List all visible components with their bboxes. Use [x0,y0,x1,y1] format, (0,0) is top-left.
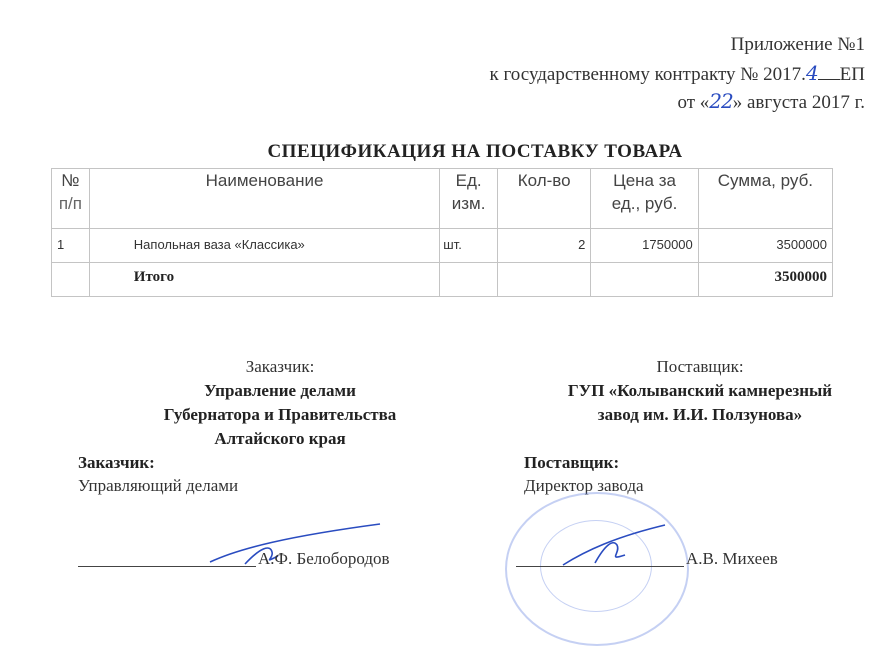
header-price: Цена за ед., руб. [591,169,698,229]
row-sum: 3500000 [698,229,832,263]
row-number: 1 [52,229,90,263]
supplier-position: Директор завода [524,476,644,495]
document-title: СПЕЦИФИКАЦИЯ НА ПОСТАВКУ ТОВАРА [267,141,683,162]
row-name: Напольная ваза «Классика» [89,229,439,263]
contract-date [677,88,865,116]
header-name: Наименование [89,169,439,229]
supplier-org-line1: ГУП «Колыванский камнерезный [567,381,833,400]
header-sum: Сумма, руб. [698,169,832,229]
customer-heading: Заказчик: [245,357,315,376]
row-quantity: 2 [497,229,590,263]
supplier-org-line2: завод им. И.И. Ползунова» [597,405,803,424]
supplier-signatory-name: А.В. Михеев [686,549,778,568]
customer-signatory-name: А.Ф. Белобородов [258,549,390,568]
specification-table [51,168,833,297]
contract-suffix: ЕП [839,64,865,85]
header-unit: Ед. изм. [440,169,498,229]
contract-prefix: к государственному контракту № 2017. [489,64,806,85]
customer-role-label: Заказчик: [78,453,155,472]
table-row [52,229,833,263]
customer-org-line3: Алтайского края [214,429,346,448]
contract-reference [489,60,865,88]
total-label: Итого [89,263,439,297]
date-prefix: от « [677,92,710,113]
supplier-heading: Поставщик: [656,357,744,376]
customer-org-line2: Губернатора и Правительства [163,405,397,424]
customer-org-line1: Управление делами [204,381,356,400]
appendix-label: Приложение №1 [730,34,865,55]
header-quantity: Кол-во [497,169,590,229]
supplier-role-label: Поставщик: [524,453,620,472]
supplier-signature [555,515,675,571]
row-price: 1750000 [591,229,698,263]
table-total-row [52,263,833,297]
customer-position: Управляющий делами [78,476,239,495]
header-number: № п/п [52,169,90,229]
date-suffix: » августа 2017 г. [732,92,865,113]
row-unit: шт. [440,229,498,263]
table-header-row [52,169,833,229]
total-sum: 3500000 [698,263,832,297]
handwritten-contract-number: 4 [805,61,818,85]
handwritten-day: 22 [709,89,733,113]
